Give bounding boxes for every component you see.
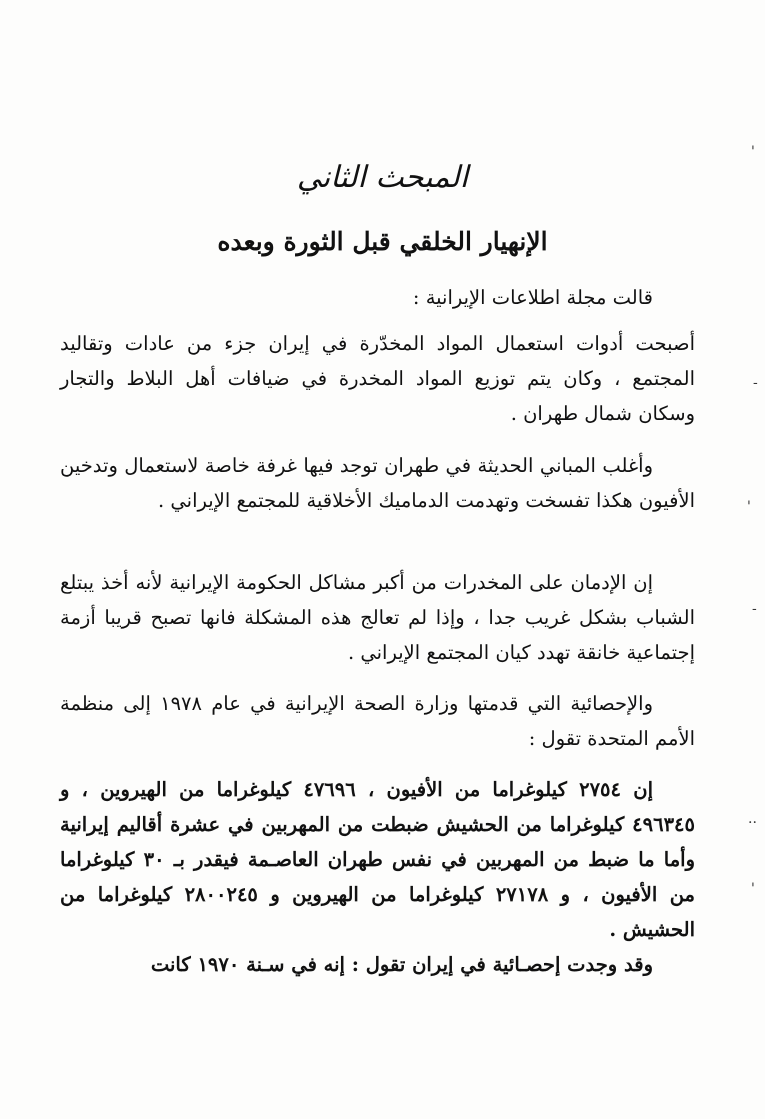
paragraph-continuation: وقد وجدت إحصـائية في إيران تقول : إنه في سـنة ١٩٧٠ كانت	[150, 953, 653, 976]
paragraph-addiction-problem: إن الإدمان على المخدرات من أكبر مشاكل الحكومة الإيرانية لأنه أخذ يبتلع الشباب بشكل غريب جدا ، وإذا لم تعالج هذه المشكلة فانها تصبح قريبا أزمة إجتماعية خانقة تهدد كيان المجتمع الإيراني .	[60, 571, 695, 664]
margin-mark: '	[751, 144, 755, 160]
paragraph-opium-rooms: وأغلب المباني الحديثة في طهران توجد فيها غرفة خاصة لاستعمال وتدخين الأفيون هكذا تفسخت وتهدمت الدماميك الأخلاقية للمجتمع الإيراني .	[60, 454, 695, 512]
section-heading: المبحث الثاني	[296, 160, 469, 195]
paragraph-health-statistics: والإحصائية التي قدمتها وزارة الصحة الإيرانية في عام ١٩٧٨ إلى منظمة الأمم المتحدة تقول :	[60, 692, 695, 750]
paragraph-drug-habits: أصبحت أدوات استعمال المواد المخدّرة في إيران جزء من عادات وتقاليد المجتمع ، وكان يتم توزيع المواد المخدرة في ضيافات أهل البلاط والتجار وسكان شمال طهران .	[60, 332, 695, 425]
margin-mark: -	[753, 375, 758, 391]
margin-mark: '	[751, 881, 755, 897]
chapter-title: الإنهيار الخلقي قبل الثورة وبعده	[217, 227, 548, 256]
paragraph-seizure-figures: إن ٢٧٥٤ كيلوغراما من الأفيون ، ٤٧٦٩٦ كيلوغراما من الهيروين ، و ٤٩٦٣٤٥ كيلوغراما من الحشيش ضبطت من المهربين في عشرة أقاليم إيرانية وأما ما ضبط من المهربين في نفس طهران العاصـمة فيقدر بـ ٣٠ كيلوغراما من الأفيون ، و ٢٧١٧٨ كيلوغراما من الهيروين و ٢٨٠٠٢٤٥ كيلوغراما من الحشيش .	[60, 778, 695, 941]
margin-mark: '	[747, 499, 751, 515]
margin-mark: ..	[748, 811, 757, 827]
margin-mark: -	[752, 601, 757, 617]
intro-line: قالت مجلة اطلاعات الإيرانية :	[412, 286, 653, 309]
